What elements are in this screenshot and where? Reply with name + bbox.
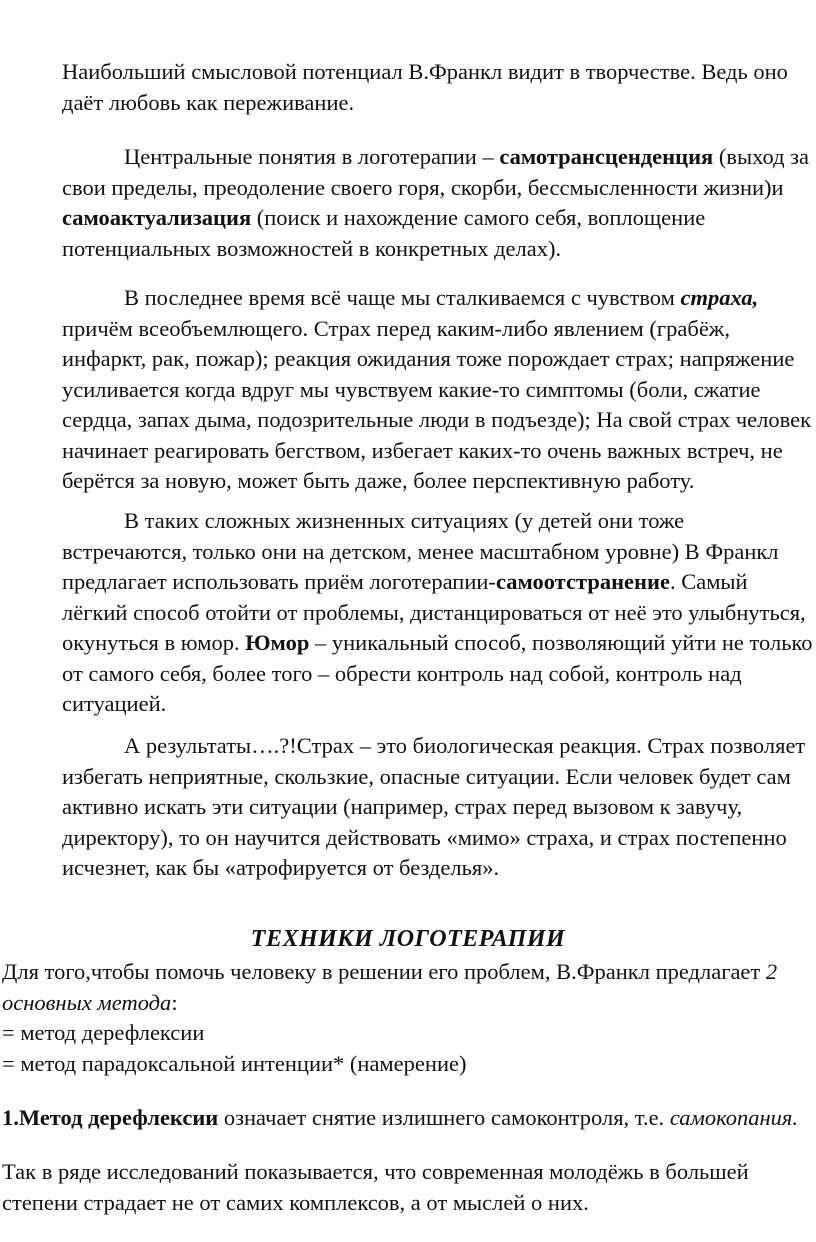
term-self-transcendence: самотрансценденция <box>499 144 714 169</box>
list-item: = метод дерефлексии <box>2 1020 205 1045</box>
list-item: = метод парадоксальной интенции* (намерение) <box>2 1050 467 1076</box>
paragraph-fear: В последнее время всё чаще мы сталкиваемся с чувством страха, причём всеобъемлющего. Страх перед каким-либо явлением (грабёж, инфаркт, рак, пожар); реакция ожидания тоже порождает страх; напряжение усиливается когда вдруг мы чувствуем какие-то симптомы (боли, сжатие сердца, запах дыма, подозрительные люди в подъезде); На свой страх человек начинает реагировать бегством, избегает каких-то очень важных встреч, не берётся за новую, может быть даже, более перспективную работу. <box>62 285 812 493</box>
methods-list <box>2 1018 814 1079</box>
section-title: ТЕХНИКИ ЛОГОТЕРАПИИ <box>250 926 566 952</box>
paragraph-method-dereflection: 1.Метод дерефлексии означает снятие излишнего самоконтроля, т.е. самокопания. <box>2 1105 798 1130</box>
paragraph-results: А результаты….?!Страх – это биологическая реакция. Страх позволяет избегать неприятные, скользкие, опасные ситуации. Если человек будет сам активно искать эти ситуации (например, страх перед вызовом к завучу, директору), то он научится действовать «мимо» страха, и страх постепенно исчезнет, как бы «атрофируется от безделья». <box>62 733 806 880</box>
paragraph-central-concepts: Центральные понятия в логотерапии – самотрансценденция (выход за свои пределы, преодоление своего горя, скорби, бессмысленности жизни)и самоактуализация (поиск и нахождение самого себя, воплощение потенциальных возможностей в конкретных делах). <box>62 144 810 261</box>
method-dereflection-heading: 1.Метод дерефлексии <box>2 1105 219 1130</box>
term-humor: Юмор <box>245 630 310 655</box>
term-two-methods: 2 основных метода <box>2 959 778 1015</box>
term-fear: страха, <box>680 285 759 310</box>
term-self-distancing: самоотстранение <box>495 569 670 594</box>
term-self-actualization: самоактуализация <box>62 205 252 230</box>
paragraph-intro-methods: Для того,чтобы помочь человеку в решении его проблем, В.Франкл предлагает 2 основных метода: <box>2 959 778 1015</box>
paragraph-self-distancing: В таких сложных жизненных ситуациях (у детей они тоже встречаются, только они на детском, менее масштабном уровне) В Франкл предлагает использовать приём логотерапии-самоотстранение. Самый лёгкий способ отойти от проблемы, дистанцироваться от неё это улыбнуться, окунуться в юмор. Юмор – уникальный способ, позволяющий уйти не только от самого себя, более того – обрести контроль над собой, контроль над ситуацией. <box>62 508 813 716</box>
paragraph-creativity: Наибольший смысловой потенциал В.Франкл видит в творчестве. Ведь оно даёт любовь как переживание. <box>62 59 788 115</box>
paragraph-youth-research: Так в ряде исследований показывается, что современная молодёжь в большей степени страдает не от самих комплексов, а от мыслей о них. <box>2 1159 749 1215</box>
term-self-digging: самокопания. <box>669 1105 798 1130</box>
